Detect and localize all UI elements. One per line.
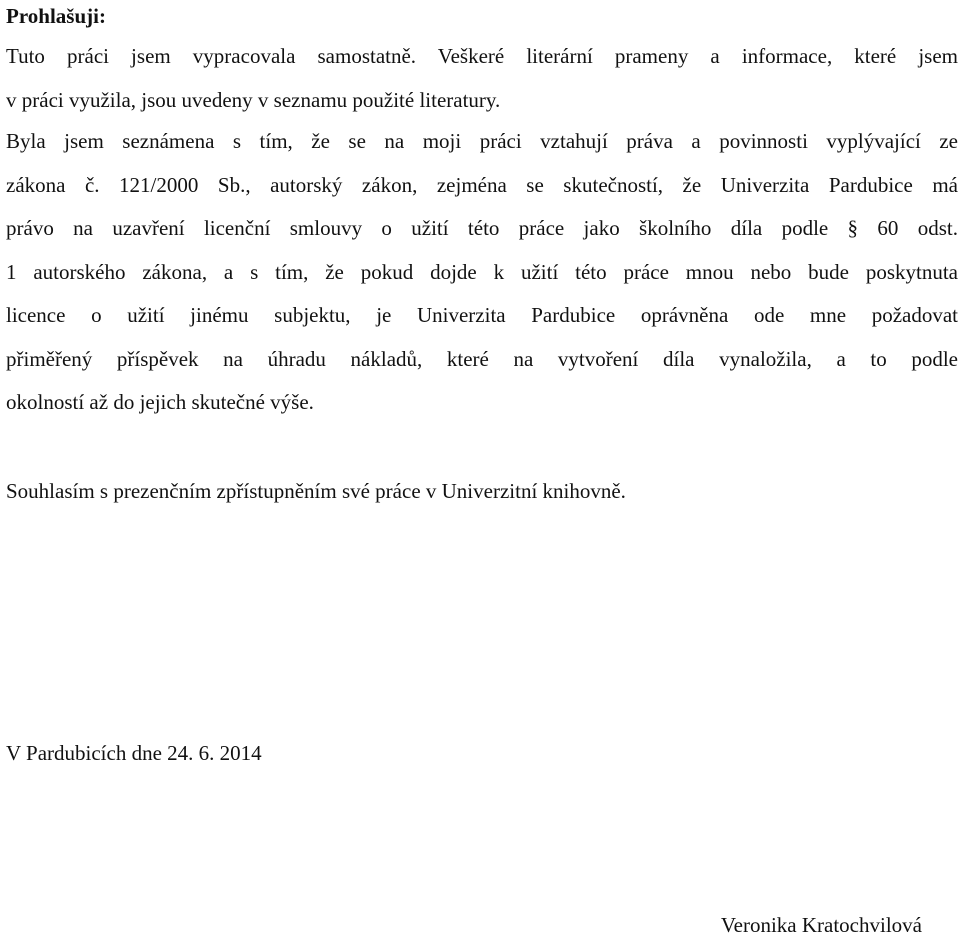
library-consent-statement: Souhlasím s prezenčním zpřístupněním své práce v Univerzitní knihovně.: [6, 479, 626, 503]
place-and-date: V Pardubicích dne 24. 6. 2014: [6, 741, 262, 765]
paragraph-line: v práci využila, jsou uvedeny v seznamu použité literatury.: [6, 87, 501, 112]
author-signature-name: Veronika Kratochvilová: [720, 913, 922, 937]
paragraph-line: okolností až do jejich skutečné výše.: [6, 390, 314, 414]
declaration-paragraph-authorship: [6, 35, 958, 122]
paragraph-line: 1 autorského zákona, a s tím, že pokud dojde k užití této práce mnou nebo bude poskytnuta: [6, 259, 958, 284]
paragraph-line: zákona č. 121/2000 Sb., autorský zákon, zejména se skutečností, že Univerzita Pardubice má: [6, 172, 958, 197]
paragraph-line: Byla jsem seznámena s tím, že se na moji práci vztahují práva a povinnosti vyplývající ze: [6, 129, 958, 153]
paragraph-line: právo na uzavření licenční smlouvy o užití této práce jako školního díla podle § 60 odst.: [6, 216, 958, 240]
paragraph-line: přiměřený příspěvek na úhradu nákladů, které na vytvoření díla vynaložila, a to podle: [6, 346, 958, 371]
paragraph-line: Tuto práci jsem vypracovala samostatně. Veškeré literární prameny a informace, které jsem: [6, 44, 958, 68]
declaration-paragraph-copyright: [6, 120, 958, 425]
declaration-heading: Prohlašuji:: [6, 4, 106, 28]
paragraph-line: licence o užití jinému subjektu, je Univerzita Pardubice oprávněna ode mne požadovat: [6, 303, 958, 327]
